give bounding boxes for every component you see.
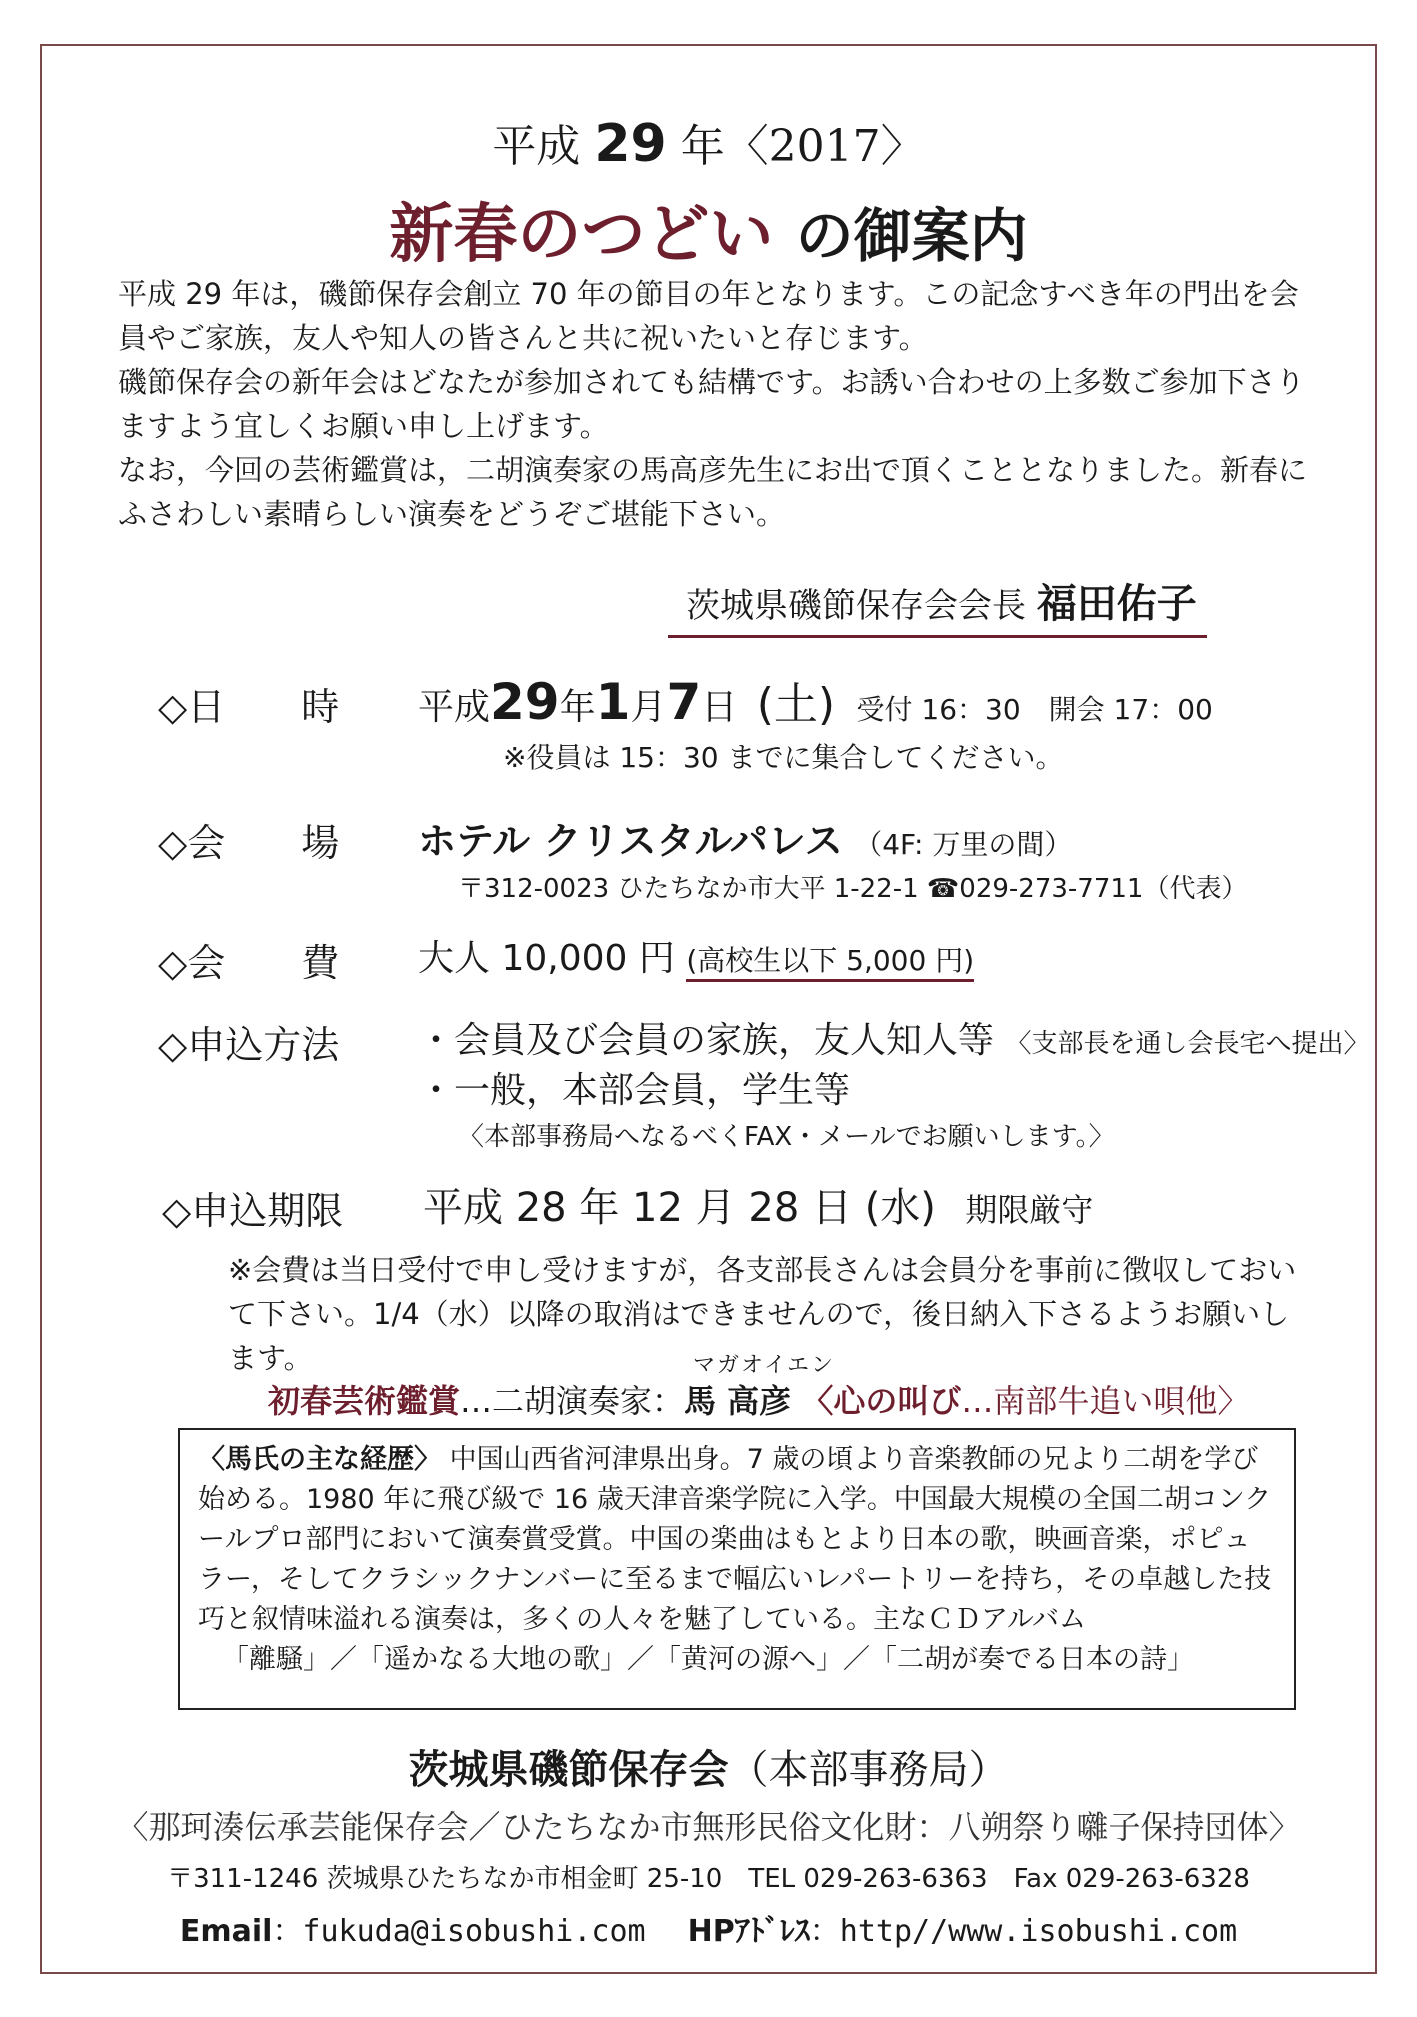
- venue-room: （4F: 万里の間）: [854, 828, 1073, 861]
- year-heading: [0, 110, 1417, 174]
- apply-item-1-note: 〈支部長を通し会長宅へ提出〉: [1005, 1029, 1370, 1059]
- email-address[interactable]: ：fukuda@isobushi.com: [272, 1914, 646, 1949]
- date-year: 29: [490, 673, 560, 731]
- signature-role: 茨城県磯節保存会会長: [686, 586, 1026, 626]
- bio-text: [198, 1440, 1276, 1640]
- bio-albums: 「離騒」／「遥かなる大地の歌」／「黄河の源へ」／「二胡が奏でる日本の詩」: [222, 1644, 1194, 1675]
- date-month-unit: 月: [630, 687, 667, 728]
- fee-label: ◇会 費: [158, 941, 340, 985]
- performance-line: [268, 1376, 1249, 1422]
- bio-box: [178, 1428, 1296, 1710]
- page-title: [0, 183, 1417, 275]
- apply-label: ◇申込方法: [158, 1023, 340, 1067]
- venue-address: 〒312-0023 ひたちなか市大平 1-22-1 ☎029-273-7711（代表）: [458, 874, 1248, 904]
- year-number: 29: [594, 114, 667, 174]
- org-address: 〒311-1246 茨城県ひたちなか市相金町 25-10 TEL 029-263-6363 Fax 029-263-6328: [167, 1864, 1250, 1894]
- date-year-unit: 年: [559, 687, 596, 728]
- apply-item-1-text: ・会員及び会員の家族，友人知人等: [418, 1020, 995, 1061]
- intro-paragraph-3: なお，今回の芸術鑑賞は，二胡演奏家の馬高彦先生にお出で頂くこととなりました。新春にふさわしい素晴らしい演奏をどうぞご堪能下さい。: [118, 453, 1308, 531]
- fee-adult: 大人 10,000 円: [418, 938, 675, 979]
- performance-piece-rest: …南部牛追い唄他〉: [961, 1382, 1250, 1420]
- performer-name: 馬 高彦: [684, 1382, 792, 1420]
- deadline-value: [423, 1176, 1093, 1233]
- org-office: （本部事務局）: [728, 1747, 1009, 1793]
- bio-body: 中国山西省河津県出身。7 歳の頃より音楽教師の兄より二胡を学び始める。1980 年に飛び級で 16 歳天津音楽学院に入学。中国最大規模の全国二胡コンクールプロ部門において演奏賞受賞。中国の楽曲はもとより日本の歌，映画音楽，ポピュラー，そしてクラシックナンバーに至るまで幅広いレパートリーを持ち，その卓越した技巧と叙情味溢れる演奏は，多くの人々を魅了している。主なＣＤアルバム: [198, 1444, 1272, 1635]
- org-title: 茨城県磯節保存会: [408, 1747, 729, 1793]
- intro-text: [118, 272, 1318, 536]
- staff-note: ※役員は 15：30 までに集合してください。: [503, 741, 1064, 774]
- date-day-unit: 日: [701, 687, 738, 728]
- date-day: 7: [666, 673, 702, 731]
- performer-ruby: マガオイエン: [693, 1353, 836, 1378]
- year-suffix: 年〈2017〉: [680, 121, 925, 172]
- datetime-label: ◇日 時: [158, 685, 340, 729]
- signature-name: 福田佑子: [1036, 581, 1197, 627]
- org-subtitle: 〈那珂湊伝承芸能保存会／ひたちなか市無形民俗文化財：八朔祭り囃子保持団体〉: [116, 1808, 1301, 1846]
- fee-value: [418, 930, 974, 981]
- deadline-date: 平成 28 年 12 月 28 日 (水): [423, 1185, 936, 1231]
- apply-item-2: ・一般，本部会員，学生等: [418, 1070, 851, 1111]
- fee-student: (高校生以下 5,000 円): [686, 944, 974, 982]
- date-weekday: (土): [756, 679, 836, 730]
- org-name: [0, 1738, 1417, 1795]
- title-main: 新春のつどい: [389, 198, 774, 272]
- intro-paragraph-1: 平成 29 年は，磯節保存会創立 70 年の節目の年となります。この記念すべき年の門出を会員やご家族，友人や知人の皆さんと共に祝いたいと存じます。: [118, 277, 1299, 355]
- performance-desc: …二胡演奏家：: [460, 1382, 685, 1420]
- performance-piece-main: 〈心の叫び: [801, 1382, 962, 1420]
- deadline-strict: 期限厳守: [965, 1191, 1094, 1229]
- date-month: 1: [595, 673, 631, 731]
- contact-line: [0, 1906, 1417, 1950]
- venue-label: ◇会 場: [158, 821, 340, 865]
- hp-address[interactable]: ：http//www.isobushi.com: [809, 1914, 1238, 1949]
- bio-heading: 〈馬氏の主な経歴〉: [198, 1444, 441, 1475]
- year-era: 平成: [492, 121, 581, 172]
- deadline-note: ※会費は当日受付で申し受けますが，各支部長さんは会員分を事前に徴収しておいて下さい。1/4（水）以降の取消はできませんので，後日納入下さるようお願いします。: [228, 1253, 1297, 1375]
- event-times: 受付 16：30 開会 17：00: [856, 693, 1213, 726]
- deadline-label: ◇申込期限: [162, 1189, 344, 1233]
- email-label: Email: [179, 1914, 273, 1949]
- date-era: 平成: [418, 687, 491, 728]
- title-suffix: の御案内: [795, 202, 1028, 270]
- apply-item-2-note: 〈本部事務局へなるべくFAX・メールでお願いします。〉: [458, 1122, 1115, 1152]
- datetime-value: [418, 668, 1213, 732]
- hp-label: HPｱﾄﾞﾚｽ: [687, 1914, 810, 1949]
- venue-value: [418, 810, 1072, 865]
- venue-name: ホテル クリスタルパレス: [418, 819, 843, 863]
- signature: [668, 572, 1207, 638]
- performance-title: 初春芸術鑑賞: [268, 1382, 461, 1420]
- intro-paragraph-2: 磯節保存会の新年会はどなたが参加されても結構です。お誘い合わせの上多数ご参加下さりますよう宜しくお願い申し上げます。: [118, 365, 1305, 443]
- apply-item-1: [418, 1012, 1369, 1063]
